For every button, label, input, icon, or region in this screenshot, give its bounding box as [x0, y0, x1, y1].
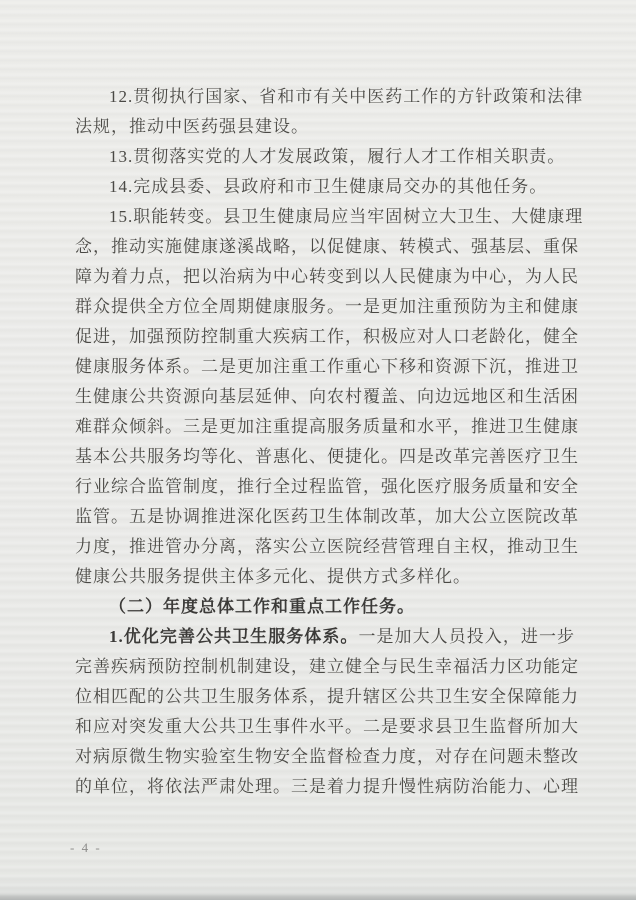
text-line: 生健康公共资源向基层延伸、向农村覆盖、向边远地区和生活困 [75, 387, 579, 406]
text-line [75, 622, 575, 652]
subsection-heading: 1.优化完善公共卫生服务体系。 [109, 627, 359, 646]
text-line: 对病原微生物实验室生物安全监督检查力度，对存在问题未整改 [75, 747, 579, 766]
text-line: 法规，推动中医药强县建设。 [75, 117, 309, 136]
text-line: 障为着力点，把以治病为中心转变到以人民健康为中心，为人民 [75, 267, 579, 286]
text-line: 14.完成县委、县政府和市卫生健康局交办的其他任务。 [109, 177, 548, 196]
section-heading: （二）年度总体工作和重点工作任务。 [109, 597, 415, 616]
text-line: 12.贯彻执行国家、省和市有关中医药工作的方针政策和法律 [109, 87, 584, 106]
text-line: 的单位，将依法严肃处理。三是着力提升慢性病防治能力、心理 [75, 777, 579, 796]
text-segment: 一是加大人员投入，进一步 [358, 627, 576, 646]
text-line: 难群众倾斜。三是更加注重提高服务质量和水平，推进卫生健康 [75, 417, 579, 436]
text-line: 和应对突发重大公共卫生事件水平。二是要求县卫生监督所加大 [75, 717, 579, 736]
page-footer [70, 840, 102, 856]
text-line: 监管。五是协调推进深化医药卫生体制改革，加大公立医院改革 [75, 507, 579, 526]
text-line: 15.职能转变。县卫生健康局应当牢固树立大卫生、大健康理 [109, 207, 584, 226]
text-line: 促进，加强预防控制重大疾病工作，积极应对人口老龄化，健全 [75, 327, 579, 346]
scan-bottom-edge [0, 892, 636, 900]
text-line: 基本公共服务均等化、普惠化、便捷化。四是改革完善医疗卫生 [75, 447, 579, 466]
text-line: 群众提供全方位全周期健康服务。一是更加注重预防为主和健康 [75, 297, 579, 316]
page-number: - 4 - [70, 840, 102, 855]
text-line: 行业综合监管制度，推行全过程监管，强化医疗服务质量和安全 [75, 477, 579, 496]
text-line: 念，推动实施健康遂溪战略，以促健康、转模式、强基层、重保 [75, 237, 579, 256]
text-line: 力度，推进管办分离，落实公立医院经营管理自主权，推动卫生 [75, 537, 579, 556]
text-line: 位相匹配的公共卫生服务体系，提升辖区公共卫生安全保障能力 [75, 687, 579, 706]
text-line: 健康公共服务提供主体多元化、提供方式多样化。 [75, 567, 471, 586]
text-line: 13.贯彻落实党的人才发展政策，履行人才工作相关职责。 [109, 147, 566, 166]
document-body [75, 82, 584, 802]
text-line: 健康服务体系。二是更加注重工作重心下移和资源下沉，推进卫 [75, 357, 579, 376]
text-line: 完善疾病预防控制机制建设，建立健全与民生幸福活力区功能定 [75, 657, 579, 676]
